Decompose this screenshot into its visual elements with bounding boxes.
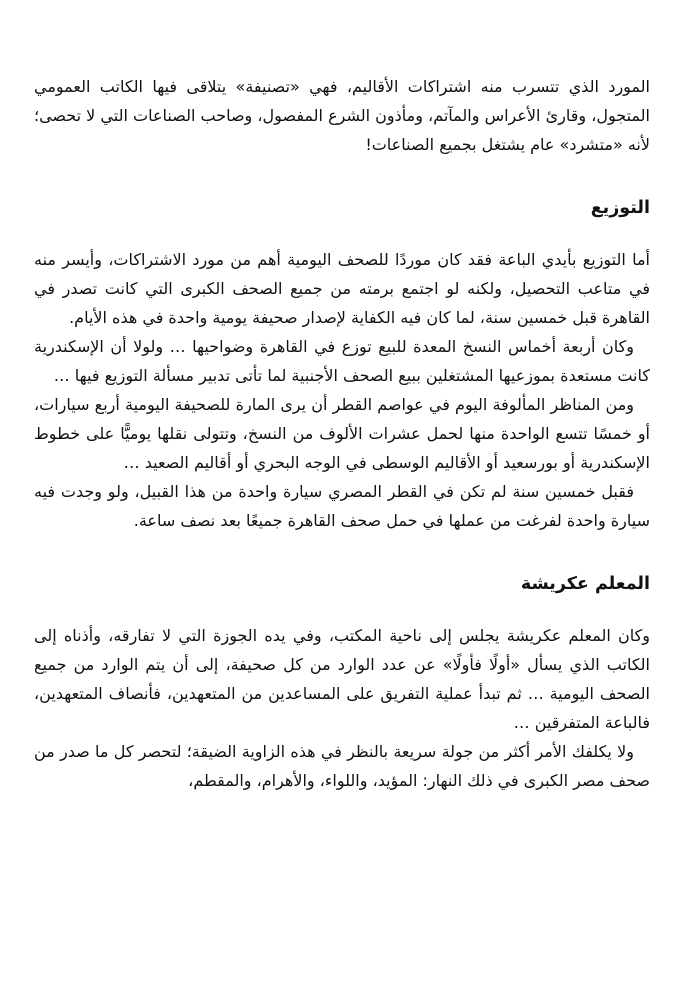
paragraph-distribution-1: أما التوزيع بأيدي الباعة فقد كان موردًا للصحف اليومية أهم من مورد الاشتراكات، وأيسر منه في متاعب التحصيل، ولكنه لو اجتمع برمته من جميع الصحف الكبرى التي كانت تصدر في القاهرة قبل خمسين سنة، لما كان فيه الكفاية لإصدار صحيفة يومية واحدة في هذه الأيام. [34,250,650,327]
heading-muallim-akrisha: المعلم عكريشة [520,574,650,594]
paragraph-akrisha-1: وكان المعلم عكريشة يجلس إلى ناحية المكتب، وفي يده الجوزة التي لا تفارقه، وأذناه إلى الكاتب الذي يسأل «أولًا فأولًا» عن عدد الوارد من كل صحيفة، إلى أن يتم الوارد من جميع الصحف اليومية … ثم تبدأ عملية التفريق على المساعدين من المتعهدين، فأنصاف المتعهدين، فالباعة المتفرقين … [34,626,650,732]
paragraph-continuation: المورد الذي تتسرب منه اشتراكات الأقاليم، فهي «تصنيفة» يتلاقى فيها الكاتب العمومي المتجول، وقارئ الأعراس والمآتم، ومأذون الشرع المفصول، وصاحب الصناعات التي لا تحصى؛ لأنه «متشرد» عام يشتغل بجميع الصناعات! [34,77,650,154]
paragraph-distribution-4: فقبل خمسين سنة لم تكن في القطر المصري سيارة واحدة من هذا القبيل، ولو وجدت فيه سيارة واحدة لفرغت من عملها في حمل صحف القاهرة جميعًا بعد نصف ساعة. [34,482,650,530]
heading-distribution: التوزيع [590,198,650,218]
document-page [34,72,650,795]
paragraph-distribution-3: ومن المناظر المألوفة اليوم في عواصم القطر أن يرى المارة للصحيفة اليومية أربع سيارات، أو خمسًا تتسع الواحدة منها لحمل عشرات الألوف من النسخ، وتتولى نقلها يوميًّا على خطوط الإسكندرية أو بورسعيد أو الأقاليم الوسطى في الوجه البحري أو أقاليم الصعيد … [34,395,650,472]
paragraph-distribution-2: وكان أربعة أخماس النسخ المعدة للبيع توزع في القاهرة وضواحيها … ولولا أن الإسكندرية كانت مستعدة بموزعيها المشتغلين ببيع الصحف الأجنبية لما تأتى تدبير مسألة التوزيع فيها … [34,337,650,385]
paragraph-akrisha-2: ولا يكلفك الأمر أكثر من جولة سريعة بالنظر في هذه الزاوية الضيقة؛ لتحصر كل ما صدر من صحف مصر الكبرى في ذلك النهار: المؤيد، واللواء، والأهرام، والمقطم، [34,742,650,790]
